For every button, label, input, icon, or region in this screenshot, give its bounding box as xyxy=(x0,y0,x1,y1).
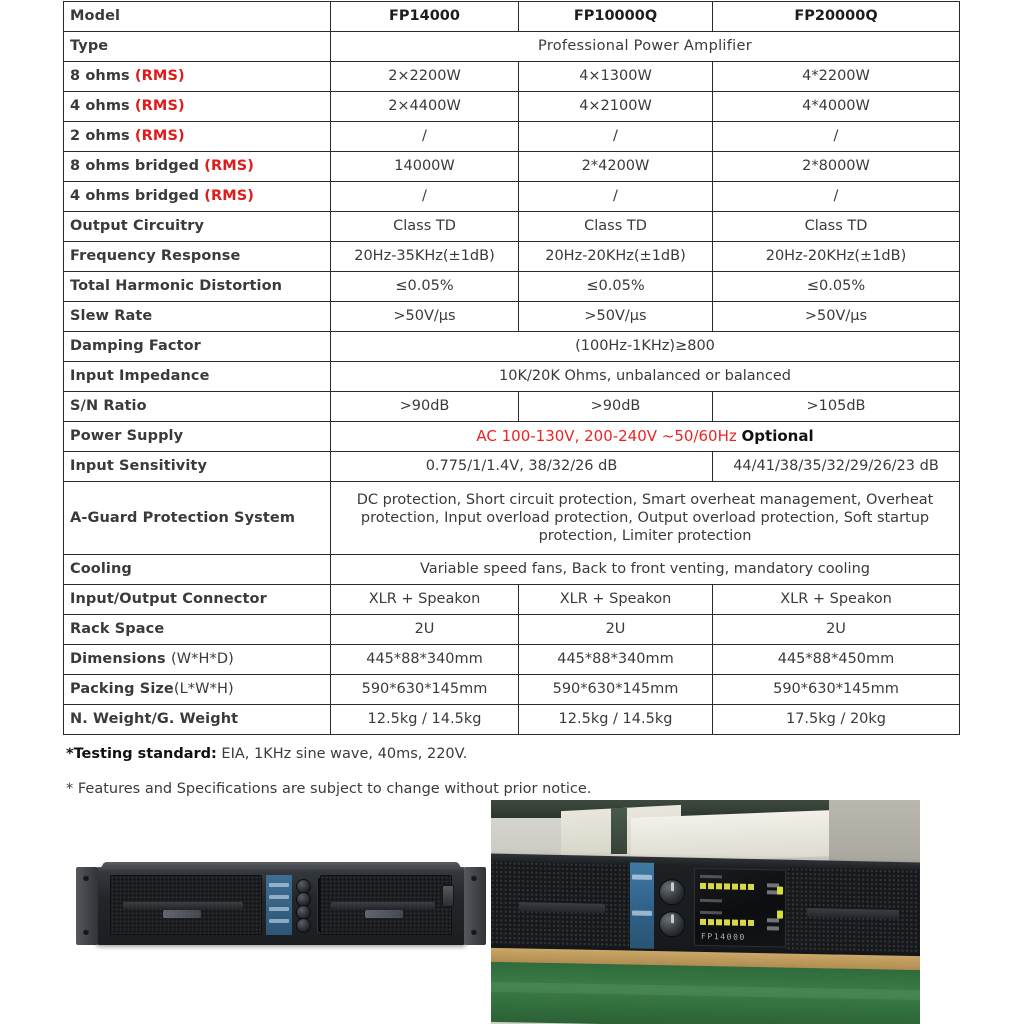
vent-grille-right xyxy=(320,875,452,935)
vent-grille-right xyxy=(787,868,919,953)
rms-tag: (RMS) xyxy=(134,98,185,115)
row-label-4ohms-bridged xyxy=(64,182,331,212)
white-panel xyxy=(631,810,831,864)
label-unit-note: (L*W*H) xyxy=(173,681,234,698)
table-row xyxy=(64,675,960,705)
cell-8ohms-fp10000q: 4×1300W xyxy=(519,62,713,92)
cell-freq-fp10000q: 20Hz-20KHz(±1dB) xyxy=(519,242,713,272)
vent-grille-left xyxy=(110,875,262,935)
cell-slew-fp14000: >50V/μs xyxy=(331,302,519,332)
cell-circuitry-fp10000q: Class TD xyxy=(519,212,713,242)
channel-label xyxy=(700,911,722,914)
table-row xyxy=(64,92,960,122)
cell-8ohmsbr-fp10000q: 2*4200W xyxy=(519,152,713,182)
cell-sn-fp10000q: >90dB xyxy=(519,392,713,422)
row-label-thd: Total Harmonic Distortion xyxy=(64,272,331,302)
row-label-4ohms-rms xyxy=(64,92,331,122)
support-post xyxy=(611,808,627,854)
cell-circuitry-fp14000: Class TD xyxy=(331,212,519,242)
product-images-row xyxy=(0,795,1024,1024)
cell-io-fp14000: XLR + Speakon xyxy=(331,585,519,615)
row-label-power-supply: Power Supply xyxy=(64,422,331,452)
cell-8ohmsbr-fp14000: 14000W xyxy=(331,152,519,182)
led-meter-row xyxy=(700,919,754,926)
table-row xyxy=(64,482,960,555)
vent-grille-left xyxy=(491,862,629,947)
cell-dim-fp20000q: 445*88*450mm xyxy=(713,645,960,675)
channel-label xyxy=(700,875,722,878)
rack-screw-hole xyxy=(471,875,477,881)
cell-4ohmsbr-fp14000: / xyxy=(331,182,519,212)
cell-4ohmsbr-fp10000q: / xyxy=(519,182,713,212)
cell-sensitivity-fp20000q: 44/41/38/35/32/29/26/23 dB xyxy=(713,452,960,482)
cell-pack-fp10000q: 590*630*145mm xyxy=(519,675,713,705)
rack-screw-hole xyxy=(83,929,89,935)
label-text: 8 ohms xyxy=(70,68,135,85)
model-fp10000q: FP10000Q xyxy=(519,2,713,32)
front-panel-display xyxy=(694,868,786,948)
brand-logo-badge xyxy=(163,910,201,918)
channel-label xyxy=(700,899,722,902)
rack-ear-right xyxy=(464,867,486,945)
cell-2ohms-fp20000q: / xyxy=(713,122,960,152)
label-text: 4 ohms xyxy=(70,98,135,115)
rack-screw-hole xyxy=(471,929,477,935)
gain-knob[interactable] xyxy=(296,918,311,933)
model-fp20000q: FP20000Q xyxy=(713,2,960,32)
row-label-input-sensitivity: Input Sensitivity xyxy=(64,452,331,482)
row-label-model: Model xyxy=(64,2,331,32)
blue-accent-strip xyxy=(630,862,654,949)
mode-indicator-led xyxy=(777,910,783,918)
rack-screw-hole xyxy=(83,875,89,881)
status-led-group xyxy=(767,918,779,922)
label-text: 4 ohms bridged xyxy=(70,188,205,205)
table-row xyxy=(64,122,960,152)
grille-slot xyxy=(331,902,435,909)
grille-slot xyxy=(123,902,243,909)
cell-slew-fp10000q: >50V/μs xyxy=(519,302,713,332)
cell-cooling-all: Variable speed fans, Back to front venting, mandatory cooling xyxy=(331,555,960,585)
rack-ear-left xyxy=(76,867,98,945)
cell-4ohmsbr-fp20000q: / xyxy=(713,182,960,212)
cell-freq-fp20000q: 20Hz-20KHz(±1dB) xyxy=(713,242,960,272)
cell-4ohms-fp20000q: 4*4000W xyxy=(713,92,960,122)
row-label-cooling: Cooling xyxy=(64,555,331,585)
table-row xyxy=(64,302,960,332)
spec-table-container xyxy=(63,1,959,735)
footnote-disclaimer: * Features and Specifications are subject to change without prior notice. xyxy=(66,780,592,797)
table-row xyxy=(64,422,960,452)
cell-4ohms-fp10000q: 4×2100W xyxy=(519,92,713,122)
cell-8ohms-fp14000: 2×2200W xyxy=(331,62,519,92)
cell-circuitry-fp20000q: Class TD xyxy=(713,212,960,242)
label-text: 2 ohms xyxy=(70,128,135,145)
brand-logo-badge xyxy=(365,910,403,918)
cell-8ohmsbr-fp20000q: 2*8000W xyxy=(713,152,960,182)
model-fp14000: FP14000 xyxy=(331,2,519,32)
table-row xyxy=(64,62,960,92)
table-row xyxy=(64,332,960,362)
cell-power-supply-all xyxy=(331,422,960,452)
cell-rack-fp10000q: 2U xyxy=(519,615,713,645)
led-meter-row xyxy=(700,883,754,890)
table-row xyxy=(64,615,960,645)
cell-dim-fp14000: 445*88*340mm xyxy=(331,645,519,675)
label-text: 8 ohms bridged xyxy=(70,158,205,175)
studio-product-photo xyxy=(68,855,488,965)
cell-weight-fp14000: 12.5kg / 14.5kg xyxy=(331,705,519,735)
cell-io-fp10000q: XLR + Speakon xyxy=(519,585,713,615)
footnote-testing-label: *Testing standard: xyxy=(66,746,217,762)
table-row xyxy=(64,32,960,62)
table-row xyxy=(64,242,960,272)
power-indicator-led xyxy=(777,886,783,894)
rms-tag: (RMS) xyxy=(134,68,185,85)
cell-freq-fp14000: 20Hz-35KHz(±1dB) xyxy=(331,242,519,272)
cell-weight-fp10000q: 12.5kg / 14.5kg xyxy=(519,705,713,735)
cell-2ohms-fp10000q: / xyxy=(519,122,713,152)
row-label-rack-space: Rack Space xyxy=(64,615,331,645)
right-wall xyxy=(829,800,920,864)
gain-knob-ch1[interactable] xyxy=(659,879,685,906)
power-button[interactable] xyxy=(442,885,454,907)
cell-io-fp20000q: XLR + Speakon xyxy=(713,585,960,615)
row-label-8ohms-bridged xyxy=(64,152,331,182)
cell-pack-fp14000: 590*630*145mm xyxy=(331,675,519,705)
table-row xyxy=(64,705,960,735)
power-supply-optional: Optional xyxy=(741,427,814,446)
table-row xyxy=(64,452,960,482)
footnote-testing-text: EIA, 1KHz sine wave, 40ms, 220V. xyxy=(216,746,468,762)
cell-thd-fp14000: ≤0.05% xyxy=(331,272,519,302)
cell-sn-fp14000: >90dB xyxy=(331,392,519,422)
cell-aguard-all: DC protection, Short circuit protection, Smart overheat management, Overheat protection, Input overload protection, Output overload protection, Soft startup protection, Limiter protection xyxy=(331,482,960,555)
label-text: Dimensions xyxy=(70,651,171,668)
row-label-frequency-response: Frequency Response xyxy=(64,242,331,272)
row-label-dimensions xyxy=(64,645,331,675)
status-led-group xyxy=(767,926,779,930)
grille-slot xyxy=(807,908,899,919)
cell-rack-fp14000: 2U xyxy=(331,615,519,645)
cell-pack-fp20000q: 590*630*145mm xyxy=(713,675,960,705)
row-label-damping-factor: Damping Factor xyxy=(64,332,331,362)
table-row xyxy=(64,392,960,422)
cell-rack-fp20000q: 2U xyxy=(713,615,960,645)
cell-8ohms-fp20000q: 4*2200W xyxy=(713,62,960,92)
row-label-sn-ratio: S/N Ratio xyxy=(64,392,331,422)
label-text: Packing Size xyxy=(70,681,174,698)
cell-thd-fp20000q: ≤0.05% xyxy=(713,272,960,302)
knob-column xyxy=(294,877,316,933)
row-label-2ohms-rms xyxy=(64,122,331,152)
row-label-io-connector: Input/Output Connector xyxy=(64,585,331,615)
amplifier-chassis-factory xyxy=(491,853,920,962)
grille-slot xyxy=(519,902,605,913)
cell-4ohms-fp14000: 2×4400W xyxy=(331,92,519,122)
power-supply-voltage: AC 100-130V, 200-240V ~50/60Hz xyxy=(476,427,742,446)
cell-weight-fp20000q: 17.5kg / 20kg xyxy=(713,705,960,735)
row-label-packing-size xyxy=(64,675,331,705)
type-value: Professional Power Amplifier xyxy=(331,32,960,62)
table-row xyxy=(64,272,960,302)
row-label-8ohms-rms xyxy=(64,62,331,92)
row-label-weights: N. Weight/G. Weight xyxy=(64,705,331,735)
rms-tag: (RMS) xyxy=(134,128,185,145)
row-label-aguard: A-Guard Protection System xyxy=(64,482,331,555)
table-row xyxy=(64,645,960,675)
table-row xyxy=(64,362,960,392)
row-label-output-circuitry: Output Circuitry xyxy=(64,212,331,242)
cell-thd-fp10000q: ≤0.05% xyxy=(519,272,713,302)
footnote-testing-standard xyxy=(66,745,966,764)
blue-accent-strip xyxy=(266,875,292,935)
cell-2ohms-fp14000: / xyxy=(331,122,519,152)
table-row xyxy=(64,585,960,615)
label-unit-note: (W*H*D) xyxy=(170,651,234,668)
table-row xyxy=(64,555,960,585)
rms-tag: (RMS) xyxy=(204,188,255,205)
specifications-table xyxy=(63,1,960,735)
cell-sensitivity-fp14000-fp10000q: 0.775/1/1.4V, 38/32/26 dB xyxy=(331,452,713,482)
panel-model-text: FP14000 xyxy=(701,931,746,942)
table-row xyxy=(64,2,960,32)
cell-damping-all: (100Hz-1KHz)≥800 xyxy=(331,332,960,362)
row-label-type: Type xyxy=(64,32,331,62)
gain-knob-ch2[interactable] xyxy=(659,911,685,938)
table-row xyxy=(64,152,960,182)
cell-slew-fp20000q: >50V/μs xyxy=(713,302,960,332)
row-label-slew-rate: Slew Rate xyxy=(64,302,331,332)
rms-tag: (RMS) xyxy=(204,158,255,175)
factory-product-photo xyxy=(491,800,920,1024)
row-label-input-impedance: Input Impedance xyxy=(64,362,331,392)
table-row xyxy=(64,212,960,242)
cell-dim-fp10000q: 445*88*340mm xyxy=(519,645,713,675)
cell-impedance-all: 10K/20K Ohms, unbalanced or balanced xyxy=(331,362,960,392)
table-row xyxy=(64,182,960,212)
cell-sn-fp20000q: >105dB xyxy=(713,392,960,422)
